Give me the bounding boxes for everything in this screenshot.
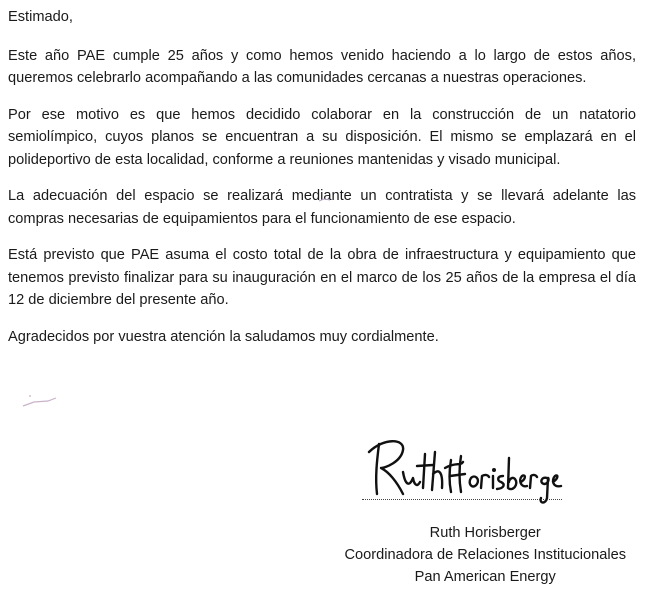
- signatory-title: Coordinadora de Relaciones Institucionales: [344, 547, 626, 563]
- paragraph-2: Por ese motivo es que hemos decidido colaborar en la construcción de un natatorio semiolímpico, cuyos planos se encuentran a su disposición. El mismo se emplazará en el polideportivo de esta localidad, conforme a reuniones mantenidas y visado municipal.: [8, 106, 636, 168]
- paragraph-1: Este año PAE cumple 25 años y como hemos venido haciendo a lo largo de estos años, queremos celebrarlo acompañando a las comunidades cercanas a nuestras operaciones.: [8, 47, 636, 86]
- greeting: Estimado,: [8, 9, 73, 25]
- handwritten-signature: [355, 432, 565, 512]
- company-name: Pan American Energy: [414, 569, 556, 585]
- scan-speck: [318, 196, 332, 204]
- scan-speck: [20, 392, 60, 412]
- closing-line: Agradecidos por vuestra atención la saludamos muy cordialmente.: [8, 328, 439, 345]
- paragraph-3: La adecuación del espacio se realizará mediante un contratista y se llevará adelante las compras necesarias de equipamientos para el funcionamiento de ese espacio.: [8, 188, 636, 227]
- signature-line: [362, 499, 562, 500]
- signature-details: [344, 522, 626, 588]
- letter-body: [8, 6, 636, 362]
- paragraph-4: Está previsto que PAE asuma el costo total de la obra de infraestructura y equipamiento que tenemos previsto finalizar para su inauguración en el marco de los 25 años de la empresa el día 12 de diciembre del presente año.: [8, 247, 636, 308]
- signatory-name: Ruth Horisberger: [429, 525, 541, 541]
- signature-block: [300, 432, 640, 585]
